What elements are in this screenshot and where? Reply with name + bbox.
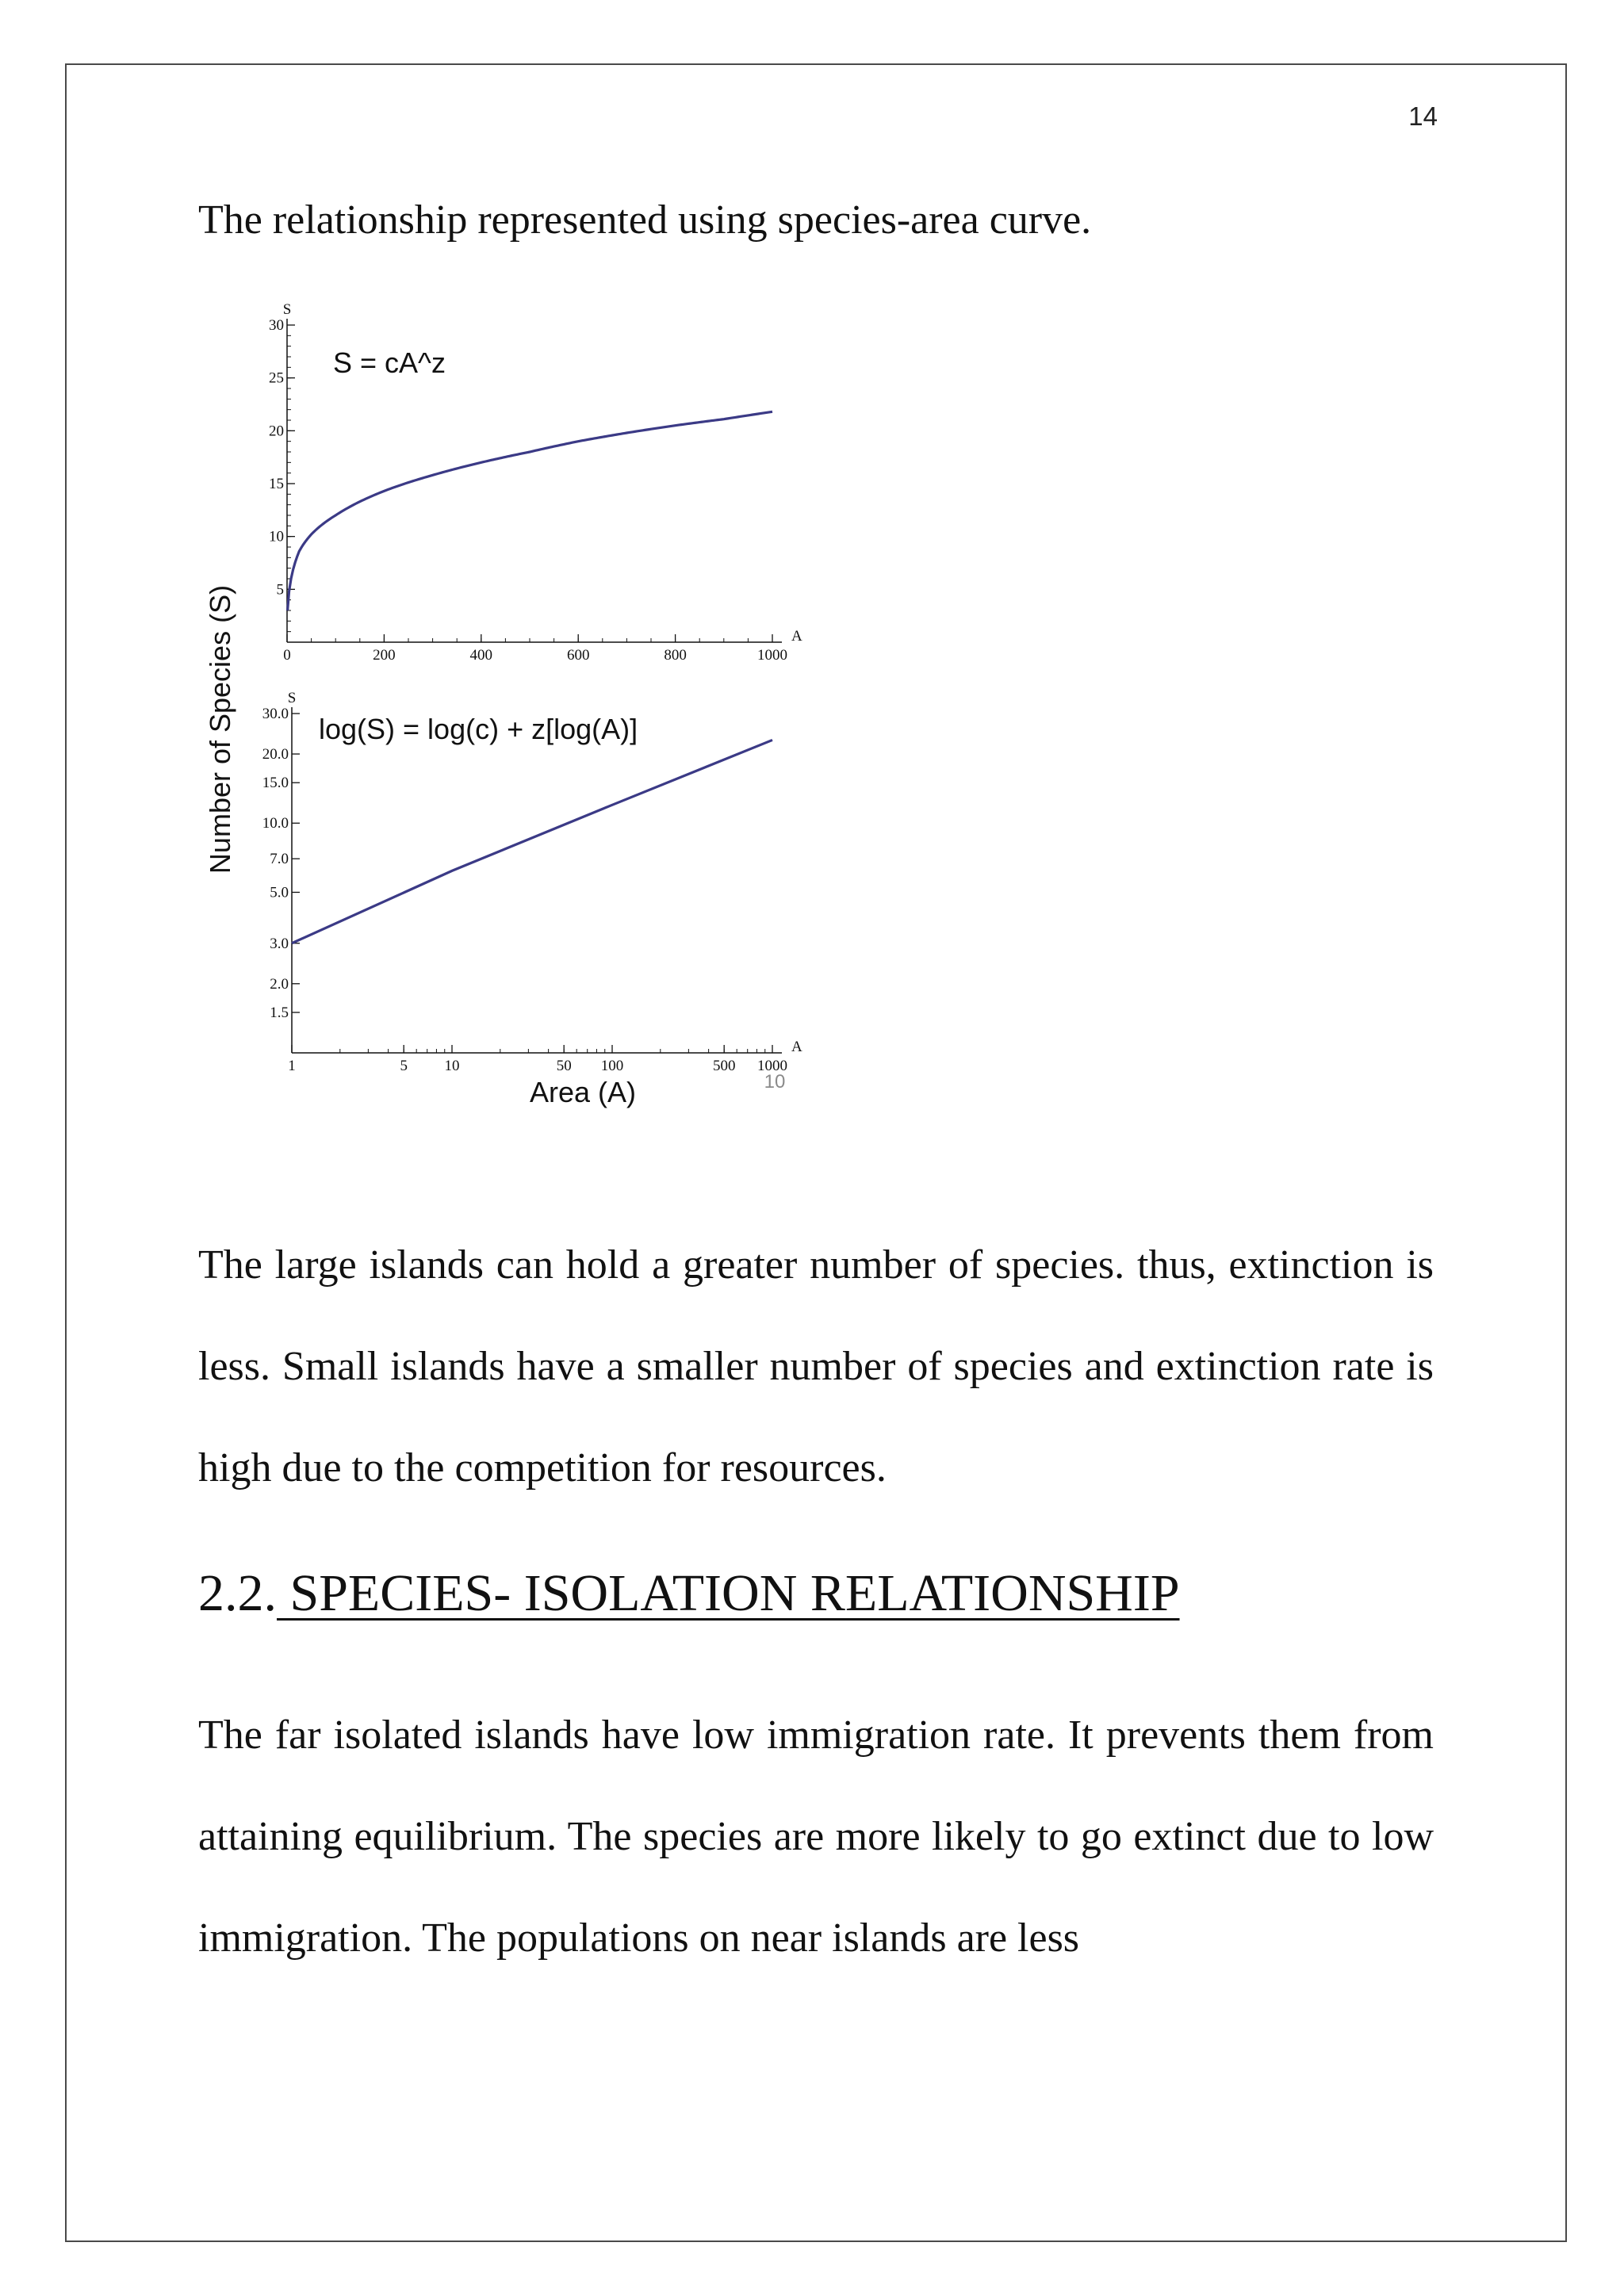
y-tick-label: 3.0 <box>270 935 289 952</box>
y-tick-label: 15.0 <box>262 775 289 792</box>
y-tick-label: 15 <box>269 476 284 492</box>
y-tick-label: 25 <box>269 369 284 387</box>
x-tick-label: 50 <box>556 1058 572 1074</box>
x-tick-label: 1000 <box>757 1058 787 1074</box>
y-tick-label: 7.0 <box>270 851 289 868</box>
x-tick-label: 10 <box>444 1058 460 1074</box>
x-tick-label: 100 <box>600 1058 624 1074</box>
chart-equation: S = cA^z <box>333 346 446 379</box>
series-line-1 <box>288 411 772 610</box>
x-tick-label: 500 <box>712 1058 736 1074</box>
species-area-chart <box>198 285 833 1126</box>
y-tick-label: 5.0 <box>270 884 289 901</box>
x-tick-label: 0 <box>283 647 291 664</box>
y-axis-letter: S <box>287 690 297 706</box>
section-title: SPECIES- ISOLATION RELATIONSHIP <box>277 1564 1180 1622</box>
y-tick-label: 1.5 <box>270 1004 289 1021</box>
y-tick-label: 2.0 <box>270 975 289 993</box>
x-tick-label: 5 <box>400 1058 408 1074</box>
paragraph-species-isolation: The far isolated islands have low immigration rate. It prevents them from attaining equilibrium. The species are more likely to go extinct due to low immigration. The populations on near islands are less <box>198 1712 1434 1961</box>
x-axis-letter: A <box>791 1039 802 1055</box>
y-tick-label: 5 <box>276 581 284 599</box>
y-tick-label: 30 <box>269 317 284 334</box>
chart-panel-1 <box>269 301 802 664</box>
x-tick-label: 800 <box>664 647 687 664</box>
species-area-figure <box>198 285 833 1126</box>
x-tick-label: 200 <box>373 647 396 664</box>
y-axis-letter: S <box>282 301 292 318</box>
x-tick-label: 600 <box>566 647 590 664</box>
section-heading <box>198 1563 1180 1624</box>
chart-equation: log(S) = log(c) + z[log(A)] <box>319 713 638 745</box>
x-tick-label: 400 <box>469 647 493 664</box>
y-tick-label: 20.0 <box>262 746 289 763</box>
paragraph-species-area: The large islands can hold a greater number of species. thus, extinction is less. Small islands have a smaller number of species and extinction rate is high due to the competition for resources. <box>198 1242 1434 1490</box>
x-axis-letter: A <box>791 628 802 645</box>
x-axis-label: Area (A) <box>529 1076 637 1108</box>
figure-number: 10 <box>764 1071 786 1093</box>
series-line-1 <box>292 740 772 943</box>
y-axis-label: Number of Species (S) <box>204 584 236 874</box>
y-tick-label: 10 <box>269 528 284 545</box>
intro-text: The relationship represented using species-area curve. <box>198 197 1092 243</box>
x-tick-label: 1000 <box>757 647 787 664</box>
page-number: 14 <box>1408 101 1438 131</box>
y-tick-label: 20 <box>269 423 284 440</box>
y-tick-label: 10.0 <box>262 815 289 832</box>
y-tick-label: 30.0 <box>262 706 289 722</box>
chart-panel-2 <box>262 690 802 1074</box>
section-number: 2.2. <box>198 1564 277 1622</box>
x-tick-label: 1 <box>288 1058 296 1074</box>
